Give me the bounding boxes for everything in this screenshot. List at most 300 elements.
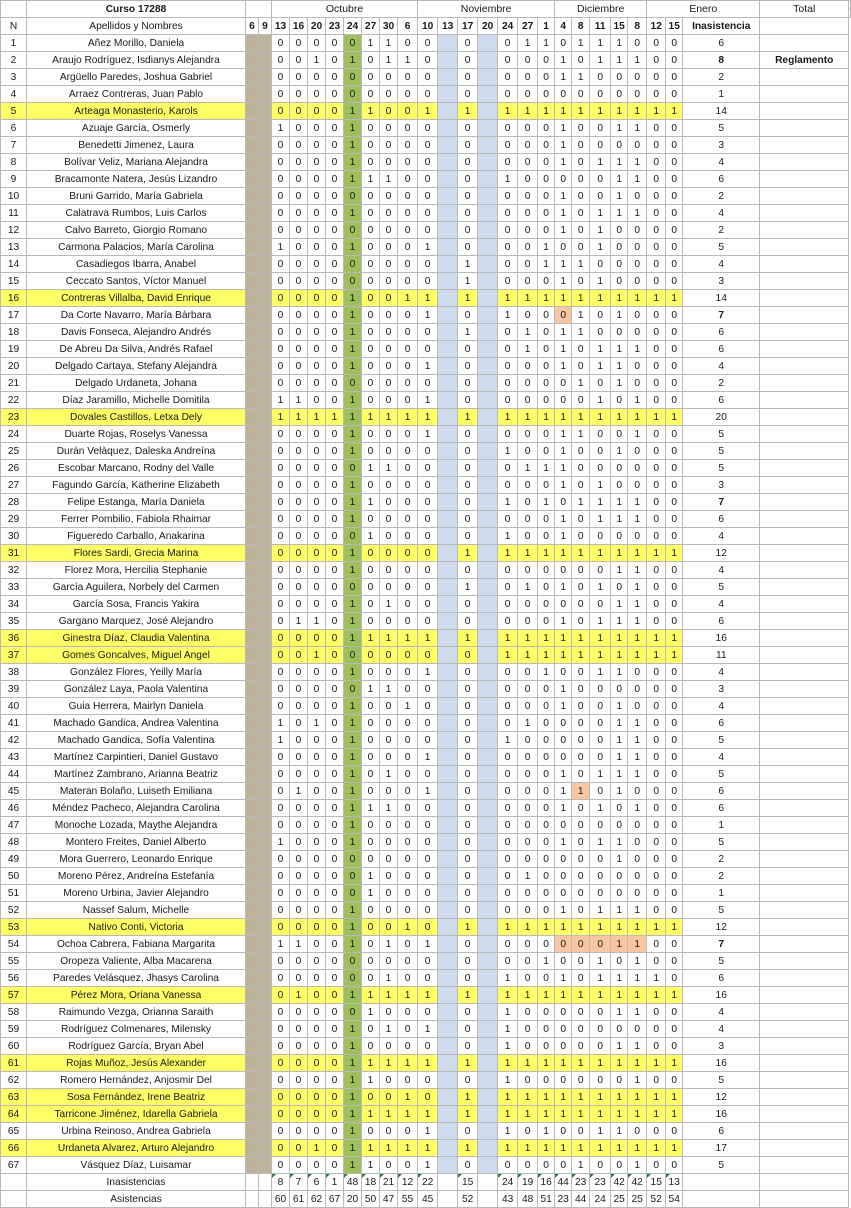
attendance-cell: 1 [590, 477, 611, 494]
attendance-cell: 1 [628, 1106, 647, 1123]
observation-cell [760, 528, 849, 545]
attendance-cell: 1 [611, 1123, 628, 1140]
attendance-cell: 0 [538, 477, 555, 494]
attendance-cell: 0 [418, 69, 438, 86]
student-row [1, 120, 851, 137]
attendance-cell [259, 1055, 272, 1072]
attendance-cell: 0 [398, 239, 418, 256]
attendance-cell: 0 [498, 664, 518, 681]
attendance-cell: 0 [362, 154, 380, 171]
attendance-cell: 1 [611, 375, 628, 392]
attendance-cell: 1 [380, 35, 398, 52]
attendance-cell: 0 [572, 171, 590, 188]
attendance-cell: 0 [308, 511, 326, 528]
attendance-cell [438, 154, 458, 171]
attendance-cell: 0 [380, 902, 398, 919]
attendance-cell: 1 [538, 494, 555, 511]
summary-value: 55 [398, 1191, 418, 1208]
attendance-cell: 1 [498, 494, 518, 511]
summary-value: 20 [344, 1191, 362, 1208]
attendance-cell: 1 [628, 426, 647, 443]
student-name: Martínez Carpintieri, Daniel Gustavo [27, 749, 246, 766]
attendance-cell: 0 [498, 579, 518, 596]
attendance-cell: 1 [538, 290, 555, 307]
attendance-cell: 0 [380, 290, 398, 307]
attendance-cell: 0 [590, 375, 611, 392]
attendance-cell [246, 392, 259, 409]
attendance-cell: 1 [362, 1055, 380, 1072]
attendance-cell: 0 [538, 324, 555, 341]
summary-value: 8 [272, 1174, 290, 1191]
attendance-cell: 0 [572, 460, 590, 477]
attendance-cell: 1 [362, 681, 380, 698]
observation-cell [760, 426, 849, 443]
attendance-cell [246, 1089, 259, 1106]
attendance-cell: 0 [628, 1123, 647, 1140]
attendance-cell [438, 1106, 458, 1123]
attendance-cell [478, 1106, 498, 1123]
attendance-cell: 0 [326, 1038, 344, 1055]
attendance-cell: 1 [518, 647, 538, 664]
attendance-cell: 0 [458, 868, 478, 885]
attendance-cell: 0 [326, 1123, 344, 1140]
attendance-cell [478, 902, 498, 919]
row-number: 66 [1, 1140, 27, 1157]
attendance-cell: 1 [344, 103, 362, 120]
attendance-cell: 0 [555, 732, 572, 749]
attendance-cell: 1 [344, 1089, 362, 1106]
attendance-cell: 0 [326, 715, 344, 732]
attendance-cell: 0 [398, 647, 418, 664]
attendance-cell: 1 [590, 1140, 611, 1157]
attendance-cell: 0 [272, 528, 290, 545]
student-row [1, 103, 851, 120]
attendance-cell: 0 [572, 749, 590, 766]
attendance-cell: 0 [362, 970, 380, 987]
attendance-cell: 0 [380, 324, 398, 341]
attendance-cell [246, 188, 259, 205]
attendance-cell [438, 919, 458, 936]
attendance-cell: 0 [518, 698, 538, 715]
month-header: Enero [647, 1, 760, 18]
attendance-cell: 1 [418, 1140, 438, 1157]
attendance-cell: 1 [590, 545, 611, 562]
attendance-cell: 0 [290, 596, 308, 613]
attendance-cell: 1 [498, 987, 518, 1004]
attendance-cell [478, 545, 498, 562]
attendance-cell: 0 [272, 681, 290, 698]
row-number: 35 [1, 613, 27, 630]
attendance-cell: 0 [418, 443, 438, 460]
student-name: Ceccato Santos, Víctor Manuel [27, 273, 246, 290]
attendance-cell: 0 [518, 426, 538, 443]
attendance-cell: 0 [272, 222, 290, 239]
absence-total: 4 [683, 358, 760, 375]
summary-end [760, 1191, 849, 1208]
attendance-cell: 1 [590, 409, 611, 426]
attendance-cell: 0 [398, 1157, 418, 1174]
attendance-cell: 0 [498, 749, 518, 766]
attendance-cell [259, 426, 272, 443]
observations-blank [760, 18, 849, 35]
attendance-cell: 0 [398, 936, 418, 953]
attendance-cell: 0 [418, 477, 438, 494]
attendance-cell: 0 [398, 1021, 418, 1038]
day-header: 10 [418, 18, 438, 35]
attendance-cell: 0 [362, 783, 380, 800]
attendance-cell: 0 [272, 902, 290, 919]
attendance-cell: 0 [498, 392, 518, 409]
student-row [1, 239, 851, 256]
summary-value: 42 [628, 1174, 647, 1191]
attendance-cell: 0 [380, 647, 398, 664]
absence-total: 5 [683, 834, 760, 851]
attendance-cell: 0 [326, 1072, 344, 1089]
attendance-cell: 0 [458, 188, 478, 205]
attendance-cell: 0 [326, 358, 344, 375]
attendance-cell [259, 69, 272, 86]
attendance-cell [478, 273, 498, 290]
attendance-cell: 0 [647, 375, 666, 392]
attendance-cell: 0 [518, 477, 538, 494]
attendance-cell: 0 [498, 120, 518, 137]
attendance-cell [246, 86, 259, 103]
summary-blank [1, 1191, 27, 1208]
student-name: Tarricone Jiménez, Idarella Gabriela [27, 1106, 246, 1123]
attendance-cell: 0 [326, 630, 344, 647]
attendance-cell: 0 [666, 732, 683, 749]
attendance-cell: 0 [272, 1004, 290, 1021]
attendance-cell: 0 [272, 1055, 290, 1072]
attendance-cell: 0 [538, 528, 555, 545]
attendance-cell [259, 154, 272, 171]
student-name: Urbina Reinoso, Andrea Gabriela [27, 1123, 246, 1140]
attendance-cell: 1 [498, 545, 518, 562]
attendance-cell: 0 [647, 868, 666, 885]
row-number: 31 [1, 545, 27, 562]
attendance-cell: 0 [666, 35, 683, 52]
attendance-cell: 0 [628, 188, 647, 205]
attendance-cell [478, 1021, 498, 1038]
attendance-cell [246, 545, 259, 562]
attendance-cell: 0 [538, 222, 555, 239]
attendance-cell: 0 [458, 307, 478, 324]
attendance-cell: 0 [647, 35, 666, 52]
attendance-cell: 0 [380, 137, 398, 154]
attendance-cell: 0 [538, 137, 555, 154]
absence-total: 4 [683, 1021, 760, 1038]
absence-total: 5 [683, 1157, 760, 1174]
attendance-cell: 0 [362, 477, 380, 494]
attendance-cell: 0 [308, 358, 326, 375]
attendance-cell: 1 [418, 1123, 438, 1140]
attendance-cell: 0 [611, 256, 628, 273]
attendance-cell [259, 681, 272, 698]
attendance-cell: 0 [458, 528, 478, 545]
observation-cell [760, 698, 849, 715]
day-header: 23 [326, 18, 344, 35]
attendance-cell: 1 [344, 426, 362, 443]
attendance-cell: 0 [362, 120, 380, 137]
attendance-cell [478, 171, 498, 188]
attendance-cell [438, 273, 458, 290]
attendance-cell: 0 [272, 783, 290, 800]
attendance-cell: 0 [538, 579, 555, 596]
attendance-cell: 1 [538, 987, 555, 1004]
attendance-cell [438, 222, 458, 239]
student-row [1, 307, 851, 324]
attendance-cell: 0 [611, 579, 628, 596]
attendance-cell: 1 [458, 290, 478, 307]
attendance-cell: 1 [498, 1038, 518, 1055]
row-number: 59 [1, 1021, 27, 1038]
attendance-cell [259, 749, 272, 766]
attendance-cell: 0 [518, 1021, 538, 1038]
attendance-cell [438, 545, 458, 562]
attendance-cell: 0 [538, 783, 555, 800]
attendance-cell [438, 1055, 458, 1072]
attendance-cell: 0 [398, 494, 418, 511]
attendance-cell: 1 [344, 715, 362, 732]
row-number: 9 [1, 171, 27, 188]
attendance-cell: 0 [518, 392, 538, 409]
attendance-cell: 0 [458, 596, 478, 613]
observation-cell [760, 290, 849, 307]
attendance-cell: 0 [590, 936, 611, 953]
summary-row-inasistencias [1, 1174, 851, 1191]
attendance-cell: 0 [458, 120, 478, 137]
attendance-cell [438, 1004, 458, 1021]
student-name: Ginestra Díaz, Claudia Valentina [27, 630, 246, 647]
attendance-cell: 1 [518, 630, 538, 647]
attendance-cell: 1 [518, 1089, 538, 1106]
attendance-cell: 0 [555, 86, 572, 103]
attendance-cell [246, 919, 259, 936]
attendance-cell: 1 [498, 630, 518, 647]
attendance-cell: 1 [666, 919, 683, 936]
student-row [1, 154, 851, 171]
attendance-cell: 1 [362, 1157, 380, 1174]
attendance-cell: 1 [458, 630, 478, 647]
attendance-cell: 0 [418, 868, 438, 885]
attendance-cell: 1 [344, 511, 362, 528]
summary-value: 51 [538, 1191, 555, 1208]
attendance-cell: 1 [518, 868, 538, 885]
attendance-cell [246, 52, 259, 69]
attendance-cell: 1 [666, 647, 683, 664]
row-number: 16 [1, 290, 27, 307]
attendance-cell: 1 [590, 358, 611, 375]
attendance-cell [246, 817, 259, 834]
attendance-cell: 0 [647, 732, 666, 749]
attendance-cell: 1 [590, 273, 611, 290]
summary-value: 19 [518, 1174, 538, 1191]
attendance-cell: 0 [290, 188, 308, 205]
attendance-cell: 0 [308, 239, 326, 256]
attendance-cell: 1 [380, 987, 398, 1004]
attendance-cell: 1 [628, 154, 647, 171]
attendance-cell: 0 [628, 1021, 647, 1038]
attendance-cell: 1 [572, 545, 590, 562]
attendance-cell: 0 [398, 834, 418, 851]
student-name: Ferrer Pombilio, Fabiola Rhaimar [27, 511, 246, 528]
attendance-cell: 1 [418, 987, 438, 1004]
attendance-cell: 1 [538, 545, 555, 562]
attendance-cell: 0 [326, 647, 344, 664]
attendance-cell: 1 [458, 919, 478, 936]
attendance-cell: 0 [555, 715, 572, 732]
attendance-cell: 0 [308, 256, 326, 273]
attendance-cell: 0 [398, 375, 418, 392]
attendance-cell: 0 [458, 1157, 478, 1174]
attendance-cell: 0 [308, 103, 326, 120]
summary-value: 50 [362, 1191, 380, 1208]
observation-cell [760, 120, 849, 137]
attendance-cell: 0 [308, 749, 326, 766]
student-name: Ochoa Cabrera, Fabiana Margarita [27, 936, 246, 953]
student-row [1, 834, 851, 851]
attendance-cell [438, 460, 458, 477]
attendance-cell [259, 885, 272, 902]
attendance-cell [478, 596, 498, 613]
attendance-cell: 0 [611, 86, 628, 103]
attendance-cell: 0 [628, 664, 647, 681]
attendance-cell: 0 [590, 256, 611, 273]
attendance-cell: 0 [362, 834, 380, 851]
attendance-cell: 1 [344, 596, 362, 613]
attendance-cell [478, 409, 498, 426]
attendance-cell: 0 [362, 358, 380, 375]
attendance-cell: 1 [272, 120, 290, 137]
observation-cell [760, 137, 849, 154]
summary-value: 48 [344, 1174, 362, 1191]
attendance-cell: 0 [290, 86, 308, 103]
attendance-cell [438, 1021, 458, 1038]
summary-value: 21 [380, 1174, 398, 1191]
attendance-cell: 0 [458, 885, 478, 902]
attendance-cell: 0 [555, 596, 572, 613]
attendance-cell: 1 [628, 103, 647, 120]
attendance-cell: 1 [590, 902, 611, 919]
attendance-cell: 0 [628, 273, 647, 290]
attendance-cell [259, 851, 272, 868]
attendance-cell: 1 [344, 987, 362, 1004]
absence-total: 4 [683, 205, 760, 222]
attendance-cell: 0 [611, 426, 628, 443]
attendance-cell: 1 [344, 800, 362, 817]
attendance-cell [478, 681, 498, 698]
attendance-cell: 1 [628, 1140, 647, 1157]
attendance-cell: 0 [555, 1004, 572, 1021]
attendance-cell: 0 [290, 1004, 308, 1021]
attendance-cell: 0 [380, 494, 398, 511]
attendance-cell: 1 [518, 1140, 538, 1157]
attendance-cell [259, 341, 272, 358]
attendance-cell: 0 [326, 545, 344, 562]
attendance-cell: 0 [418, 273, 438, 290]
attendance-cell: 0 [344, 86, 362, 103]
attendance-cell [246, 324, 259, 341]
student-row [1, 1021, 851, 1038]
summary-end [760, 1174, 849, 1191]
summary-value: 24 [498, 1174, 518, 1191]
attendance-cell [246, 341, 259, 358]
attendance-cell: 0 [418, 188, 438, 205]
attendance-cell: 0 [458, 239, 478, 256]
attendance-cell: 0 [290, 630, 308, 647]
attendance-cell [438, 290, 458, 307]
attendance-cell: 0 [290, 1072, 308, 1089]
attendance-cell: 0 [326, 834, 344, 851]
attendance-cell: 0 [647, 324, 666, 341]
course-label: Curso 17288 [27, 1, 246, 18]
attendance-cell: 0 [308, 919, 326, 936]
student-row [1, 1123, 851, 1140]
attendance-cell: 0 [666, 562, 683, 579]
attendance-cell: 0 [272, 987, 290, 1004]
attendance-cell: 0 [418, 86, 438, 103]
attendance-cell: 0 [326, 579, 344, 596]
attendance-cell: 0 [290, 341, 308, 358]
student-name: Machado Gandica, Andrea Valentina [27, 715, 246, 732]
attendance-cell: 1 [272, 409, 290, 426]
attendance-cell: 1 [308, 715, 326, 732]
attendance-cell: 1 [518, 460, 538, 477]
summary-value: 22 [418, 1174, 438, 1191]
attendance-cell [478, 205, 498, 222]
n-header: N [1, 18, 27, 35]
attendance-cell: 0 [647, 222, 666, 239]
row-number: 7 [1, 137, 27, 154]
student-row [1, 647, 851, 664]
attendance-cell [259, 375, 272, 392]
attendance-cell: 0 [308, 1055, 326, 1072]
attendance-cell: 0 [498, 885, 518, 902]
attendance-cell: 0 [308, 851, 326, 868]
attendance-cell: 1 [628, 953, 647, 970]
attendance-cell: 0 [538, 52, 555, 69]
attendance-cell: 1 [611, 205, 628, 222]
attendance-cell [246, 222, 259, 239]
attendance-cell: 1 [418, 426, 438, 443]
student-row [1, 205, 851, 222]
absence-total: 5 [683, 239, 760, 256]
attendance-cell: 0 [628, 35, 647, 52]
attendance-cell: 1 [590, 511, 611, 528]
attendance-cell: 0 [272, 494, 290, 511]
attendance-cell [478, 783, 498, 800]
attendance-cell: 1 [611, 783, 628, 800]
attendance-cell: 1 [362, 35, 380, 52]
attendance-cell: 1 [611, 1089, 628, 1106]
attendance-cell: 0 [272, 953, 290, 970]
attendance-cell: 0 [344, 851, 362, 868]
attendance-cell: 0 [572, 562, 590, 579]
attendance-cell: 0 [572, 579, 590, 596]
attendance-cell: 0 [290, 171, 308, 188]
row-number: 47 [1, 817, 27, 834]
student-row [1, 664, 851, 681]
attendance-cell: 0 [666, 936, 683, 953]
attendance-cell: 1 [344, 1055, 362, 1072]
attendance-cell: 0 [647, 596, 666, 613]
attendance-cell: 1 [272, 834, 290, 851]
attendance-cell: 0 [666, 817, 683, 834]
attendance-cell: 0 [362, 273, 380, 290]
attendance-cell: 0 [398, 664, 418, 681]
summary-value [478, 1174, 498, 1191]
attendance-cell: 1 [628, 749, 647, 766]
